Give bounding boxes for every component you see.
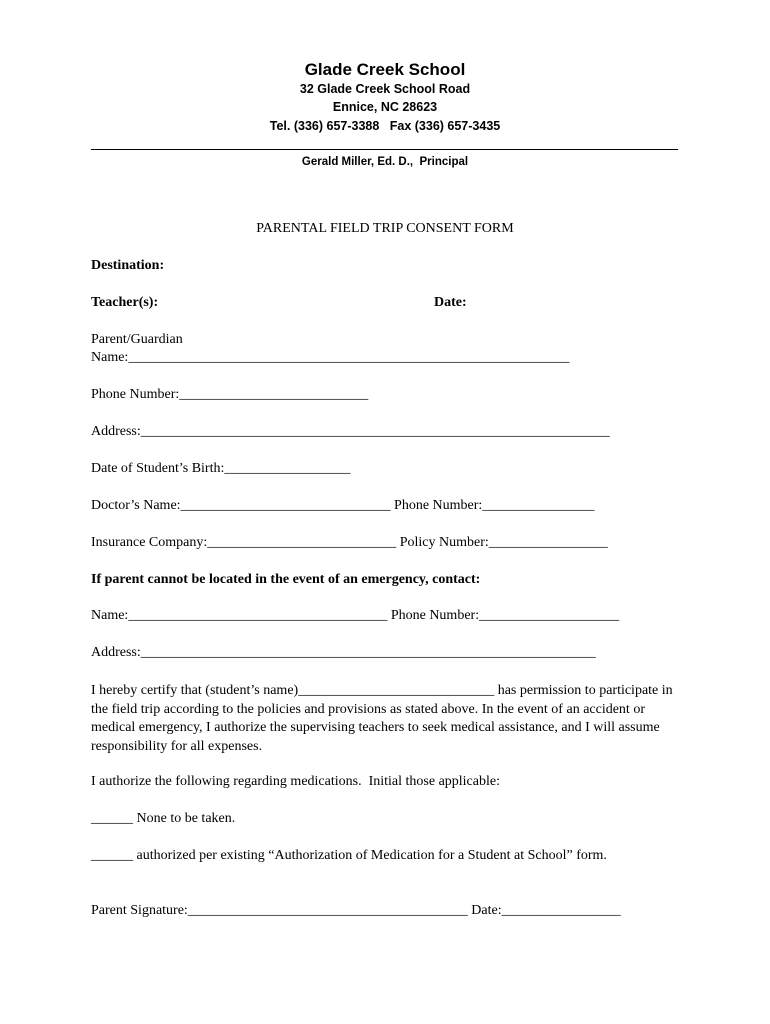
emergency-address-field: Address:_________________________________________________________________: [91, 645, 596, 660]
destination-label: Destination:: [91, 258, 165, 273]
school-address: 32 Glade Creek School Road: [299, 82, 471, 96]
form-title: PARENTAL FIELD TRIP CONSENT FORM: [256, 221, 514, 236]
phone-number-field: Phone Number:___________________________: [91, 387, 369, 402]
certification-paragraph: I hereby certify that (student’s name)____________________________ has permission to participate in the field trip according to the policies and provisions as stated above. In the event of an accident or medical emergency, I authorize the supervising teachers to seek medical assistance, and I will assume responsibility for all expenses.: [91, 683, 673, 754]
emergency-contact-heading: If parent cannot be located in the event of an emergency, contact:: [91, 572, 481, 587]
address-field: Address:___________________________________________________________________: [91, 424, 610, 439]
medications-instruction: I authorize the following regarding medications. Initial those applicable:: [91, 774, 500, 789]
date-label: Date:: [434, 295, 467, 310]
insurance-company-field: Insurance Company:___________________________ Policy Number:_________________: [91, 535, 608, 550]
parent-name-field: Name:_______________________________________________________________: [91, 350, 570, 365]
parent-guardian-label: Parent/Guardian: [91, 332, 183, 347]
principal-line: Gerald Miller, Ed. D., Principal: [301, 156, 469, 168]
student-birth-date-field: Date of Student’s Birth:__________________: [91, 461, 351, 476]
medication-option-authorized: ______ authorized per existing “Authorization of Medication for a Student at School” form.: [91, 848, 607, 863]
teachers-label: Teacher(s):: [91, 295, 159, 310]
doctor-name-field: Doctor’s Name:______________________________ Phone Number:________________: [91, 498, 595, 513]
emergency-name-field: Name:_____________________________________ Phone Number:____________________: [91, 608, 620, 623]
school-contact: Tel. (336) 657-3388 Fax (336) 657-3435: [269, 119, 501, 133]
school-city: Ennice, NC 28623: [332, 100, 438, 114]
medication-option-none: ______ None to be taken.: [91, 811, 236, 826]
school-name: Glade Creek School: [304, 60, 466, 79]
parent-signature-field: Parent Signature:________________________________________ Date:_________________: [91, 903, 621, 918]
header-divider: [91, 149, 678, 150]
